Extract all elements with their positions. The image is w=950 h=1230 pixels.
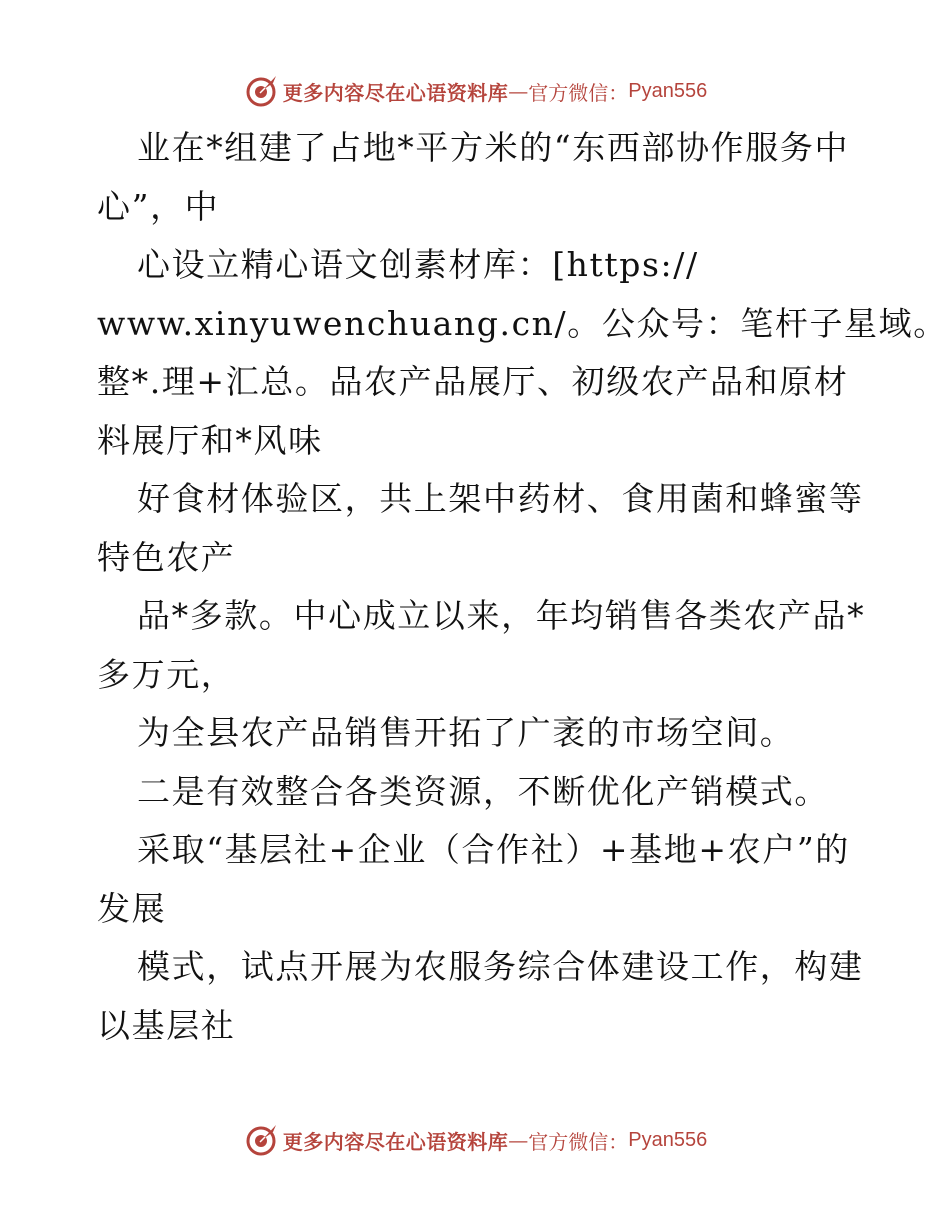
- watermark-text: 更多内容尽在心语资料库: [282, 1129, 509, 1154]
- body-line: 以基层社: [97, 1005, 236, 1045]
- body-line: 发展: [97, 888, 167, 928]
- body-line: 品*多款。中心成立以来，年均销售各类农产品*: [137, 596, 866, 635]
- body-line: 模式，试点开展为农服务综合体建设工作，构建: [137, 947, 864, 986]
- body-line: www.xinyuwenchuang.cn/。公众号：笔杆子星域。: [97, 303, 948, 343]
- body-text: [97, 119, 948, 1055]
- footer-watermark-banner: [0, 1120, 950, 1160]
- quill-logo-icon: [243, 73, 279, 109]
- header-watermark-banner: [0, 71, 950, 111]
- body-line: 为全县农产品销售开拓了广袤的市场空间。: [137, 713, 795, 752]
- watermark-separator: —: [508, 79, 529, 103]
- body-line: 二是有效整合各类资源，不断优化产销模式。: [137, 771, 829, 811]
- body-line: 好食材体验区，共上架中药材、食用菌和蜂蜜等: [137, 479, 864, 518]
- wechat-label: 官方微信：: [528, 1129, 629, 1154]
- body-line: 料展厅和*风味: [97, 420, 323, 460]
- wechat-label: 官方微信：: [528, 80, 629, 105]
- body-line: 业在*组建了占地*平方米的“东西部协作服务中: [137, 128, 850, 167]
- watermark-text: 更多内容尽在心语资料库: [282, 80, 509, 105]
- watermark-separator: —: [508, 1128, 529, 1152]
- body-line: 采取“基层社+企业（合作社）+基地+农户”的: [137, 830, 850, 869]
- quill-logo-icon: [243, 1122, 279, 1158]
- wechat-id: Pyan556: [628, 1128, 708, 1151]
- body-line: 心设立精心语文创素材库：[https://: [137, 245, 699, 284]
- body-line: 整*.理+汇总。品农产品展厅、初级农产品和原材: [97, 362, 849, 401]
- body-line: 特色农产: [97, 537, 236, 577]
- body-line: 心”，中: [97, 186, 220, 226]
- body-line: 多万元，: [97, 654, 236, 694]
- wechat-id: Pyan556: [628, 79, 708, 102]
